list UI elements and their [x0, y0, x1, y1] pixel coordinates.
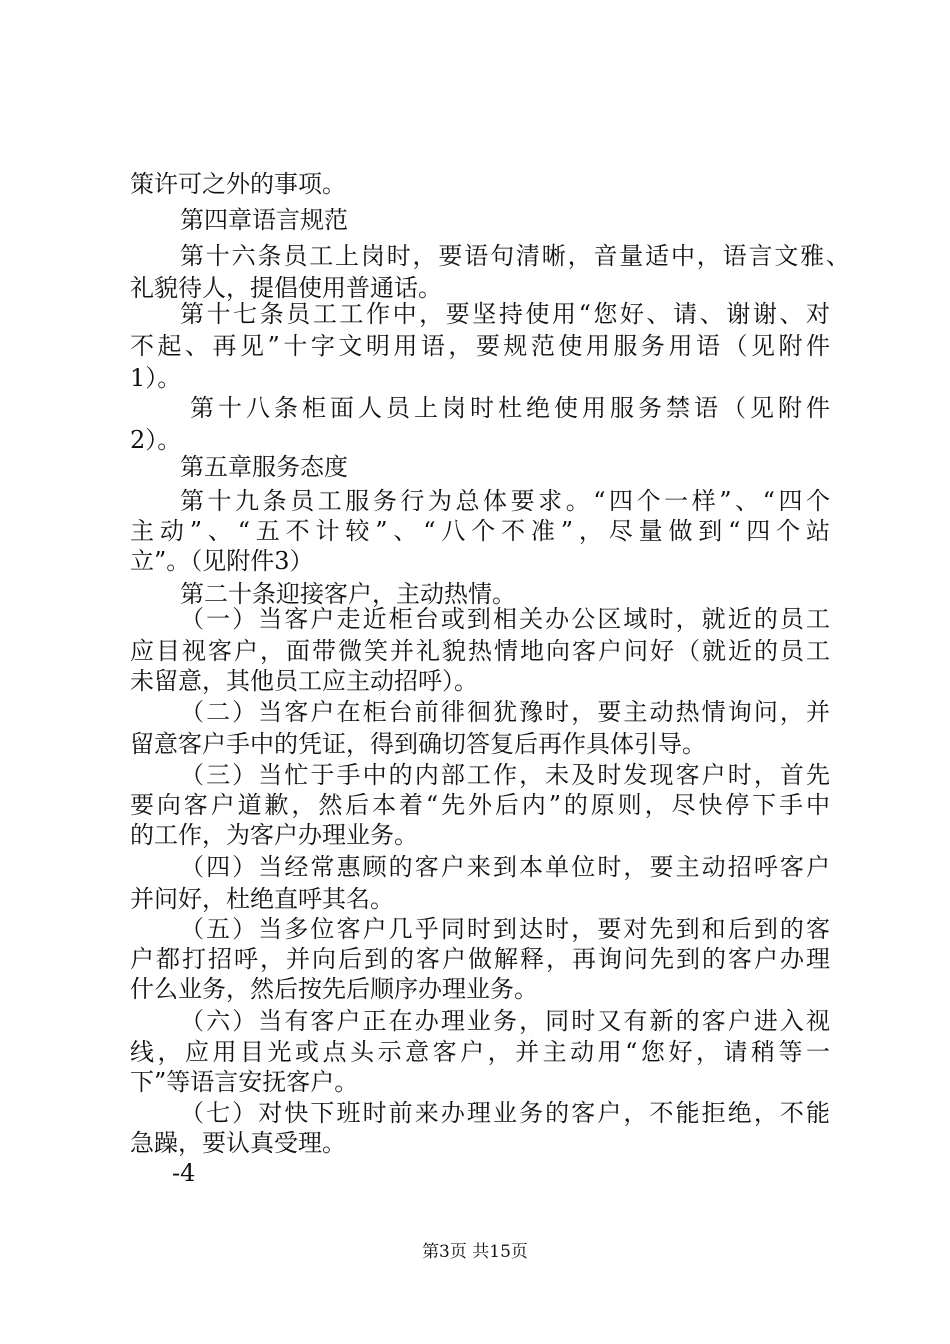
paragraph-line: （七）对快下班时前来办理业务的客户，不能拒绝，不能 [180, 1099, 830, 1127]
body-line: 什么业务，然后按先后顺序办理业务。 [130, 975, 538, 1003]
paragraph-line: （六）当有客户正在办理业务，同时又有新的客户进入视 [180, 1007, 830, 1035]
body-line: 礼貌待人，提倡使用普通话。 [130, 274, 442, 302]
paragraph-line: （三）当忙于手中的内部工作，未及时发现客户时，首先 [180, 761, 830, 789]
article-line: 第十八条柜面人员上岗时杜绝使用服务禁语（见附件 [190, 394, 830, 422]
article-line: 第二十条迎接客户，主动热情。 [180, 580, 516, 608]
body-line: 线，应用目光或点头示意客户，并主动用“您好，请稍等一 [130, 1038, 830, 1066]
body-line: 2）。 [130, 426, 182, 454]
chapter-heading: 第五章服务态度 [180, 453, 348, 481]
paragraph-line: （四）当经常惠顾的客户来到本单位时，要主动招呼客户 [180, 853, 830, 881]
article-line: 第十九条员工服务行为总体要求。“四个一样”、“四个 [180, 487, 830, 515]
body-line: 主动”、“五不计较”、“八个不准”，尽量做到“四个站 [130, 517, 830, 545]
article-line: 第十七条员工工作中，要坚持使用“您好、请、谢谢、对 [180, 300, 830, 328]
body-line: 的工作，为客户办理业务。 [130, 821, 418, 849]
body-line: 并问好，杜绝直呼其名。 [130, 885, 394, 913]
body-line: 1）。 [130, 364, 182, 392]
body-line: 不起、再见”十字文明用语，要规范使用服务用语（见附件 [130, 332, 830, 360]
page-marker: -4 [172, 1159, 196, 1187]
body-line: 留意客户手中的凭证，得到确切答复后再作具体引导。 [130, 730, 706, 758]
body-line: 立”。（见附件3） [130, 547, 314, 575]
paragraph-line: （一）当客户走近柜台或到相关办公区域时，就近的员工 [180, 605, 830, 633]
body-line: 下”等语言安抚客户。 [130, 1068, 359, 1096]
body-line: 户都打招呼，并向后到的客户做解释，再询问先到的客户办理 [130, 945, 830, 973]
body-line: 急躁，要认真受理。 [130, 1129, 346, 1157]
page-footer: 第3页 共15页 [422, 1242, 528, 1262]
body-line: 策许可之外的事项。 [130, 170, 346, 198]
body-line: 应目视客户，面带微笑并礼貌热情地向客户问好（就近的员工 [130, 637, 830, 665]
paragraph-line: （五）当多位客户几乎同时到达时，要对先到和后到的客 [180, 915, 830, 943]
article-line: 第十六条员工上岗时，要语句清晰，音量适中，语言文雅、 [180, 242, 850, 270]
body-line: 未留意，其他员工应主动招呼）。 [130, 667, 478, 695]
body-line: 要向客户道歉，然后本着“先外后内”的原则，尽快停下手中 [130, 791, 830, 819]
chapter-heading: 第四章语言规范 [180, 206, 348, 234]
paragraph-line: （二）当客户在柜台前徘徊犹豫时，要主动热情询问，并 [180, 698, 830, 726]
